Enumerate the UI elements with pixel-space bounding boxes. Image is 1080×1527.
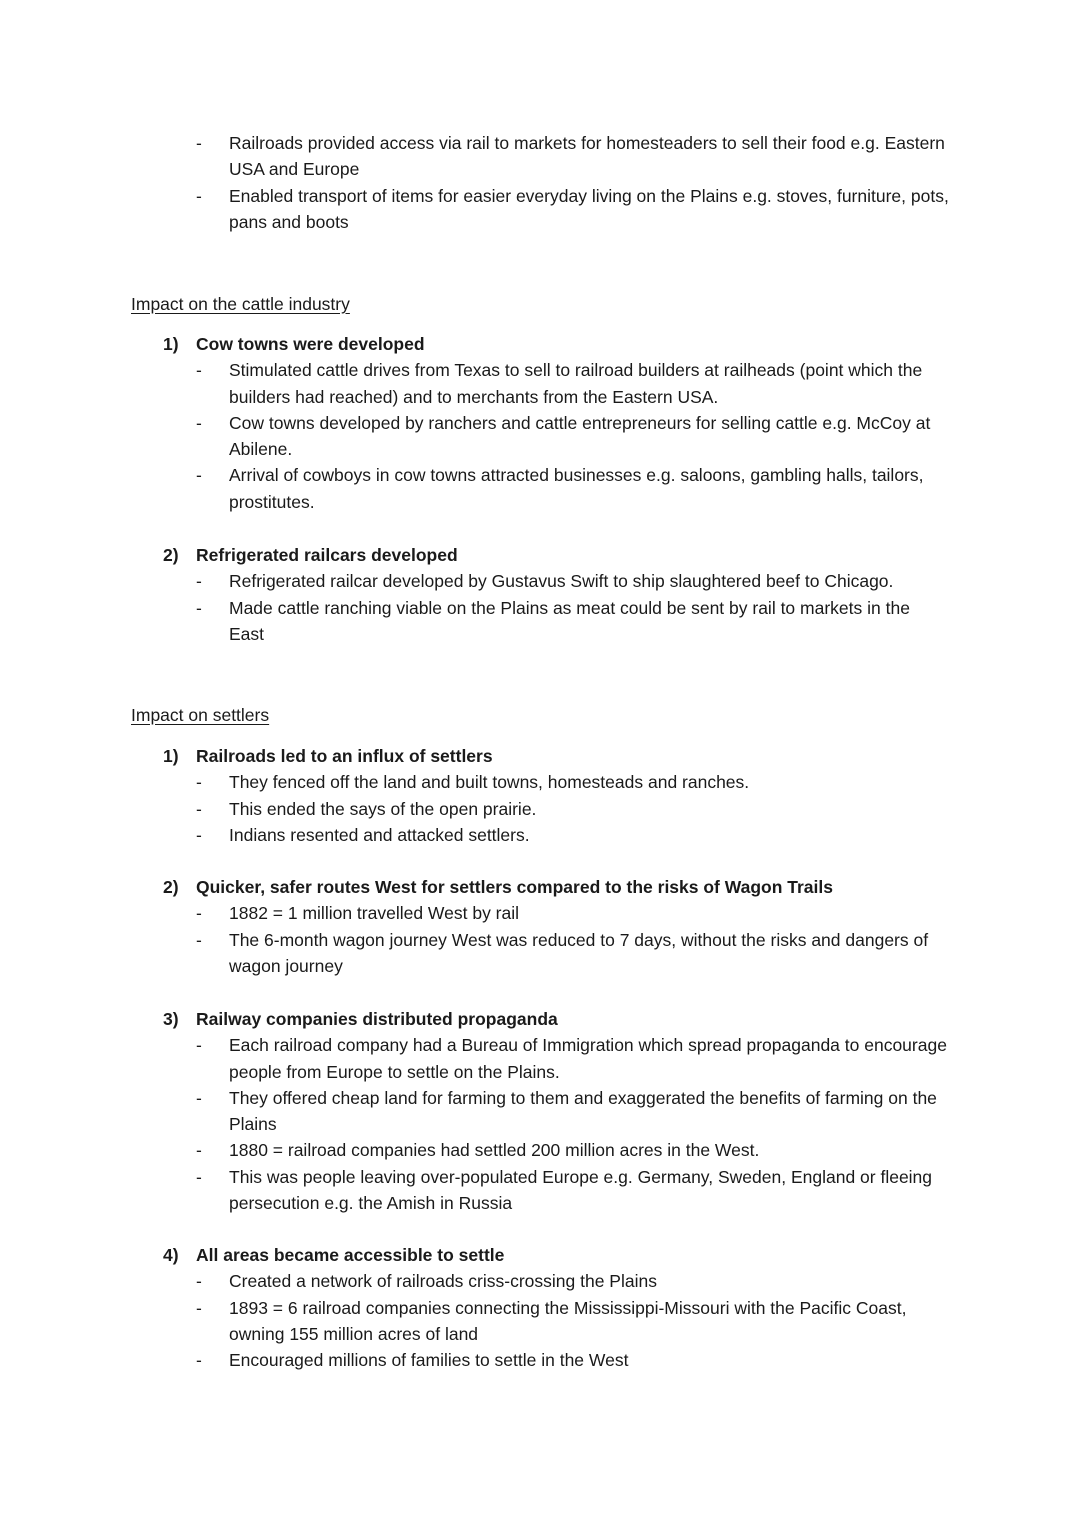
bullet-dash: -	[196, 597, 202, 618]
bullet-dash: -	[196, 185, 202, 206]
list-item	[0, 1137, 949, 1163]
list-item	[0, 900, 949, 926]
point-title	[0, 331, 1080, 357]
point-block	[0, 542, 1080, 647]
bullet-dash: -	[196, 1140, 202, 1161]
section-heading: Impact on settlers	[131, 705, 270, 725]
bullet-text: Cow towns developed by ranchers and cattle entrepreneurs for selling cattle e.g. McCoy at Abilene.	[229, 412, 931, 460]
point-title-text: Quicker, safer routes West for settlers compared to the risks of Wagon Trails	[196, 877, 833, 897]
bullet-text: This was people leaving over-populated Europe e.g. Germany, Sweden, England or fleeing persecution e.g. the Amish in Russia	[229, 1166, 933, 1214]
bullet-dash: -	[196, 133, 202, 153]
bullet-dash: -	[196, 1350, 202, 1371]
point-title	[0, 743, 1080, 769]
list-item	[0, 568, 949, 594]
point-number: 1)	[163, 334, 179, 354]
bullet-text: Enabled transport of items for easier everyday living on the Plains e.g. stoves, furniture, pots, pans and boots	[229, 185, 949, 232]
bullet-dash: -	[196, 412, 202, 433]
point-title-text: All areas became accessible to settle	[196, 1245, 505, 1265]
bullet-text: Each railroad company had a Bureau of Immigration which spread propaganda to encourage people from Europe to settle on the Plains.	[229, 1035, 947, 1082]
point-title	[0, 1006, 1080, 1032]
list-item	[0, 1164, 949, 1217]
list-item	[0, 1347, 949, 1373]
point-number: 2)	[163, 877, 179, 897]
point-number: 4)	[163, 1245, 179, 1265]
bullet-dash: -	[196, 798, 202, 819]
bullet-dash: -	[196, 1166, 202, 1187]
list-item	[0, 796, 949, 822]
bullet-dash: -	[196, 929, 202, 950]
bullet-text: Indians resented and attacked settlers.	[229, 824, 530, 845]
point-title-text: Railroads led to an influx of settlers	[196, 746, 493, 766]
point-number: 1)	[163, 746, 179, 766]
bullet-text: 1882 = 1 million travelled West by rail	[229, 903, 520, 924]
point-block	[0, 874, 1080, 979]
bullet-dash: -	[196, 824, 202, 845]
bullet-text: 1880 = railroad companies had settled 200 million acres in the West.	[229, 1140, 760, 1161]
bullet-dash: -	[196, 772, 202, 793]
bullet-text: Stimulated cattle drives from Texas to sell to railroad builders at railheads (point which the builders had reached) and to merchants from the Eastern USA.	[229, 360, 923, 407]
bullet-dash: -	[196, 1035, 202, 1056]
bullet-text: They offered cheap land for farming to them and exaggerated the benefits of farming on the Plains	[229, 1087, 937, 1135]
point-block	[0, 1006, 1080, 1216]
list-item	[0, 822, 949, 848]
bullet-text: Encouraged millions of families to settle in the West	[229, 1350, 629, 1371]
bullet-text: Created a network of railroads criss-crossing the Plains	[229, 1271, 657, 1292]
list-item	[0, 1268, 949, 1294]
list-item	[0, 1085, 949, 1138]
section-heading: Impact on the cattle industry	[131, 294, 350, 314]
point-title	[0, 1242, 1080, 1268]
bullet-text: They fenced off the land and built towns, homesteads and ranches.	[229, 772, 750, 793]
list-item	[0, 357, 949, 410]
list-item	[0, 183, 949, 236]
list-item	[0, 595, 949, 648]
bullet-text: Refrigerated railcar developed by Gustavus Swift to ship slaughtered beef to Chicago.	[229, 571, 894, 592]
bullet-text: Railroads provided access via rail to markets for homesteaders to sell their food e.g. Eastern USA and Europe	[229, 133, 945, 180]
bullet-dash: -	[196, 465, 202, 486]
bullet-dash: -	[196, 1087, 202, 1108]
point-title	[0, 542, 1080, 568]
bullet-dash: -	[196, 571, 202, 592]
list-item	[0, 410, 949, 463]
bullet-text: 1893 = 6 railroad companies connecting the Mississippi-Missouri with the Pacific Coast, owning 155 million acres of land	[229, 1297, 907, 1344]
bullet-dash: -	[196, 1271, 202, 1292]
bullet-text: This ended the says of the open prairie.	[229, 798, 537, 819]
bullet-dash: -	[196, 903, 202, 924]
list-item	[0, 769, 949, 795]
bullet-text: Made cattle ranching viable on the Plains as meat could be sent by rail to markets in the East	[229, 597, 910, 644]
list-item	[0, 1295, 949, 1348]
bullet-dash: -	[196, 360, 202, 381]
point-number: 3)	[163, 1009, 179, 1029]
bullet-text: Arrival of cowboys in cow towns attracted businesses e.g. saloons, gambling halls, tailors, prostitutes.	[229, 465, 924, 512]
list-item	[0, 462, 949, 515]
bullet-dash: -	[196, 1297, 202, 1318]
point-title-text: Railway companies distributed propaganda	[196, 1009, 558, 1029]
point-title-text: Cow towns were developed	[196, 334, 425, 354]
bullet-text: The 6-month wagon journey West was reduced to 7 days, without the risks and dangers of wagon journey	[229, 929, 929, 976]
list-item	[0, 927, 949, 980]
point-title-text: Refrigerated railcars developed	[196, 545, 458, 565]
point-block	[0, 743, 1080, 848]
point-title	[0, 874, 1080, 900]
intro-bullet-list	[0, 130, 1080, 235]
list-item	[0, 1032, 949, 1085]
list-item	[0, 130, 949, 183]
point-number: 2)	[163, 545, 179, 565]
point-block	[0, 331, 1080, 515]
point-block	[0, 1242, 1080, 1373]
